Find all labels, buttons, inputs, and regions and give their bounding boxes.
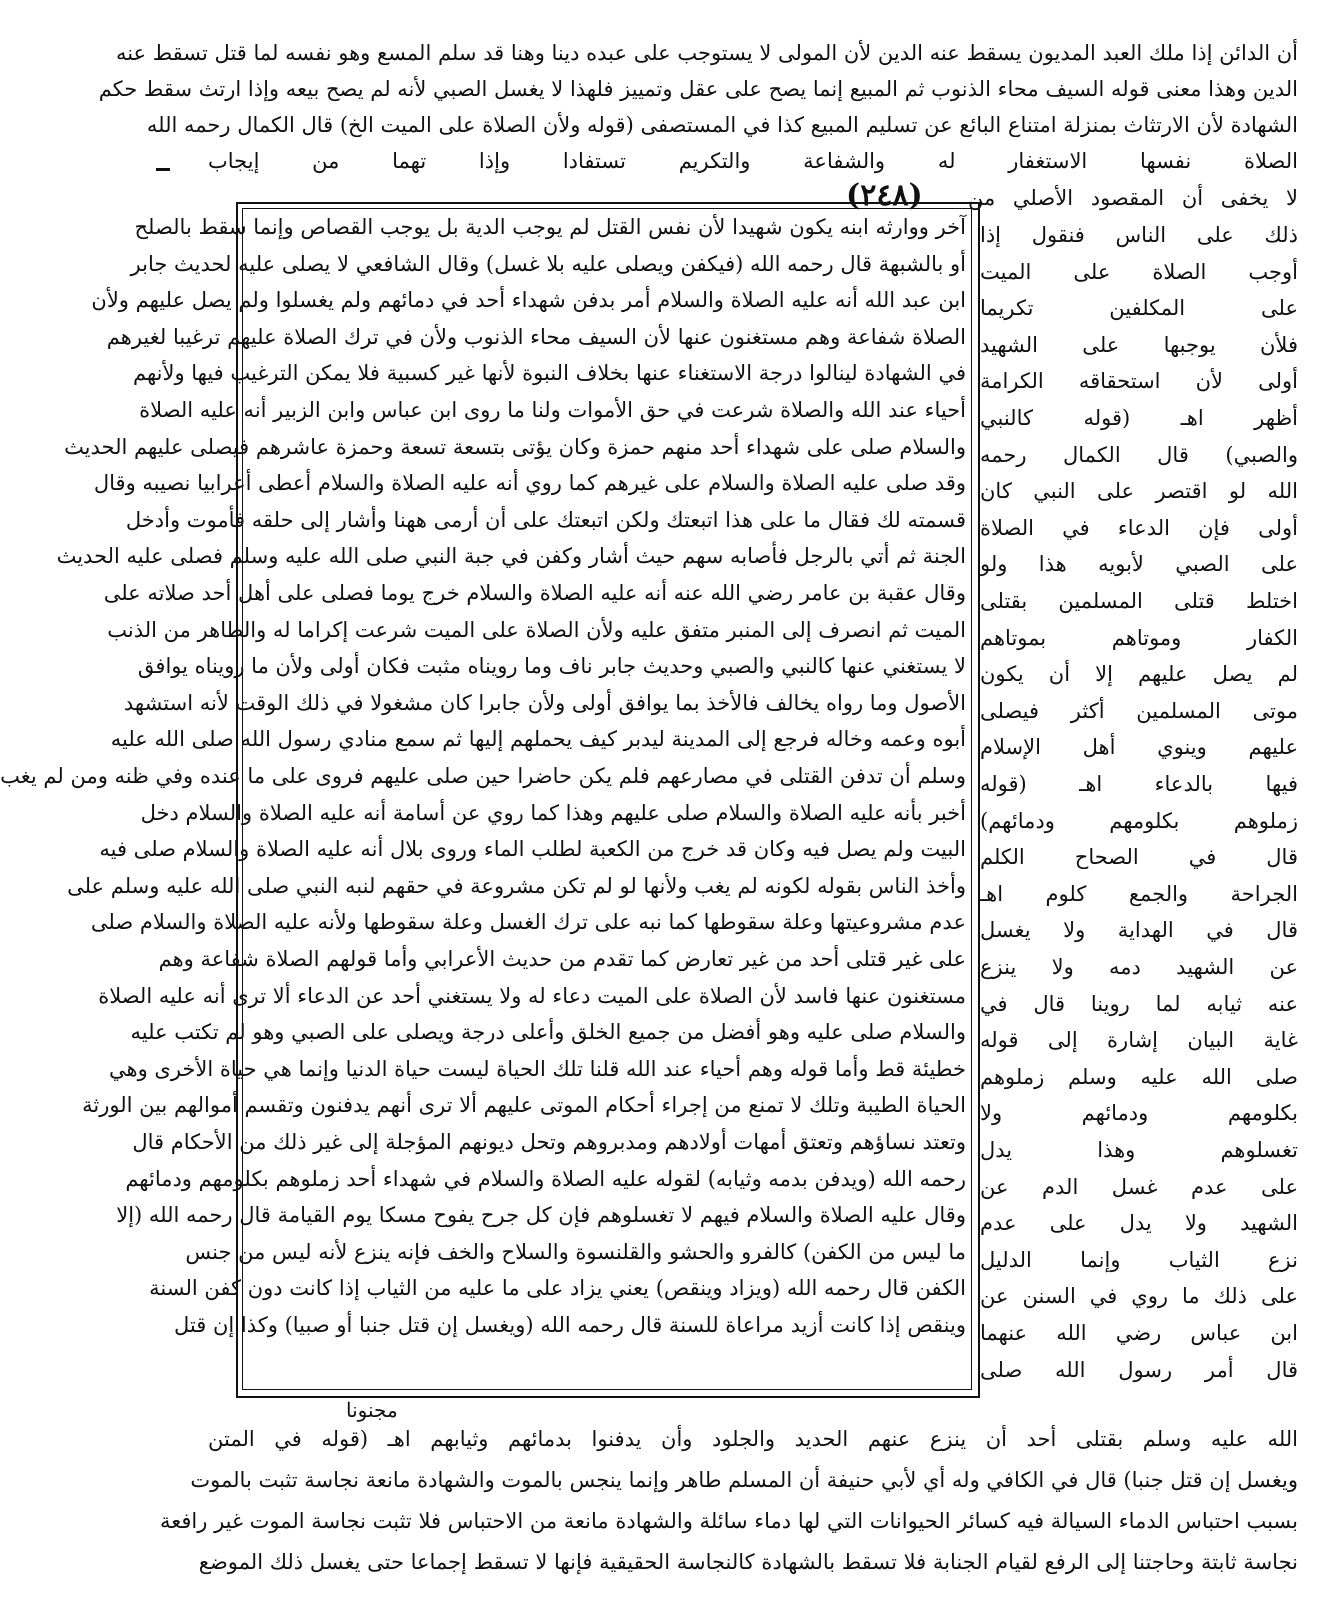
main-text-line: والسلام صلى عليه وهو أفضل من جميع الخلق وأعلى درجة ويصلى على الصبي وهو لم تكتب عليه xyxy=(130,1020,966,1045)
top-commentary-line: الشهادة لأن الارتثاث بمنزلة امتناع البائع عن تسليم المبيع كذا في المستصفى (قوله ولأن الصلاة على الميت الخ) قال الكمال رحمه الله xyxy=(146,113,1298,137)
main-text-line: وأخذ الناس بقوله لكونه لم يغب ولأنها لو لم تكن مشروعة في حقهم لنبه النبي صلى الله عليه وسلم على xyxy=(67,873,966,898)
side-commentary-line: أولى لأن استحقاقه الكرامة xyxy=(980,369,1298,394)
bottom-commentary-line: الله عليه وسلم بقتلى أحد أن ينزع عنهم الحديد والجلود وأن يدفنوا بدمائهم وثيابهم اهـ (قوله في المتن xyxy=(208,1427,1298,1451)
side-commentary-line: والصبي) قال الكمال رحمه xyxy=(980,442,1298,467)
side-commentary-line: على ذلك ما روي في السنن عن xyxy=(980,1284,1298,1309)
main-text-line: آخر ووارثه ابنه يكون شهيدا لأن نفس القتل لم يوجب الدية بل يوجب القصاص وإنما سقط بالصلح xyxy=(134,215,966,239)
main-text-line: عدم مشروعيتها وعلة سقوطها كما نبه على ترك الغسل وعلة سقوطها ولأنه عليه الصلاة والسلام صلى xyxy=(90,910,966,935)
main-text-line: وينقص إذا كانت أزيد مراعاة للسنة قال رحمه الله (ويغسل إن قتل جنبا أو صبيا) وكذا إن قتل xyxy=(174,1313,966,1337)
main-text-line: مستغنون عنها فاسد لأن الصلاة على الميت دعاء له ولا يستغني أحد عن الدعاء ألا ترى أنه عليه الصلاة xyxy=(98,983,966,1008)
side-commentary-line: تغسلوهم وهذا يدل xyxy=(980,1138,1298,1162)
side-commentary-line: موتى المسلمين أكثر فيصلى xyxy=(980,698,1298,723)
side-commentary-line: الكفار وموتاهم بموتاهم xyxy=(980,625,1298,650)
side-commentary-line: عليهم وينوي أهل الإسلام xyxy=(980,735,1298,760)
side-commentary-line: نزع الثياب وإنما الدليل xyxy=(980,1247,1298,1272)
bottom-commentary-line: ويغسل إن قتل جنبا) قال في الكافي وله أي لأبي حنيفة أن المسلم طاهر وإنما ينجس بالموت والشهادة مانعة نجاسة تثبت بالموت xyxy=(190,1468,1298,1492)
side-commentary-line: عنه ثيابه لما روينا قال في xyxy=(980,991,1298,1016)
main-text-line: والسلام صلى على شهداء أحد منهم حمزة وكان يؤتى بتسعة تسعة وحمزة عاشرهم فيصلى عليهم الحديث xyxy=(64,434,966,459)
main-text-line: أبوه وعمه وخاله فرجع إلى المدينة ليدبر كيف يحملهم إليها ثم سمع منادي رسول الله صلى الله عليه xyxy=(110,727,966,752)
side-commentary-line: ابن عباس رضي الله عنهما xyxy=(980,1321,1298,1345)
side-commentary-line: صلى الله عليه وسلم زملوهم xyxy=(980,1064,1298,1089)
side-commentary-line: على الصبي لأبويه هذا ولو xyxy=(980,552,1298,577)
bottom-commentary-line: بسبب احتباس الدماء السيالة فيه كسائر الحيوانات التي لها دماء سائلة والشهادة مانعة من الاحتباس فلا تثبت نجاسة الموت غير رافعة xyxy=(159,1509,1298,1533)
bottom-commentary-line: نجاسة ثابتة وحاجتنا إلى الرفع لقيام الجنابة فلا تسقط بالشهادة كالنجاسة الحقيقية فإنها لا تسقط إجماعا حتى يغسل ذلك الموضع xyxy=(198,1550,1298,1574)
side-commentary-line: عن الشهيد دمه ولا ينزع xyxy=(980,955,1298,979)
side-commentary-line: أوجب الصلاة على الميت xyxy=(980,259,1298,284)
main-text-line: الأصول وما رواه يخالف فالأخذ بما يوافق أولى ولأن جابرا كان مشغولا في ذلك الوقت لأنه استشهد xyxy=(123,690,966,715)
main-text-line: وتعتد نساؤهم وتعتق أمهات أولادهم ومدبروهم وتحل ديونهم المؤجلة إلى غير ذلك من الأحكام قال xyxy=(132,1130,966,1154)
main-text-line: على غير قتلى أحد من غير تعارض كما تقدم من حديث الأعرابي وأما قولهم الصلاة شفاعة وهم xyxy=(158,947,966,971)
main-text-line: لا يستغني عنها كالنبي والصبي وحديث جابر ناف وما رويناه مثبت فكان أولى ولأن ما رويناه يوافق xyxy=(137,654,966,679)
main-text-line: أخبر بأنه عليه الصلاة والسلام صلى عليهم وهذا كما روي عن أسامة أنه عليه الصلاة والسلام دخل xyxy=(140,800,966,825)
side-commentary-line: على المكلفين تكريما xyxy=(980,296,1298,321)
main-text-line: الحياة الطيبة وتلك لا تمنع من إجراء أحكام الموتى عليهم ألا ترى أنهم يدفنون وتقسم أموالهم بين الورثة xyxy=(82,1093,966,1118)
main-text-line: الجنة ثم أتي بالرجل فأصابه سهم حيث أشار وكفن في جبة النبي صلى الله عليه وسلم فصلى عليه الحديث xyxy=(56,544,966,569)
main-text-line: الميت ثم انصرف إلى المنبر متفق عليه ولأن الصلاة على الميت شرعت إكراما له والطاهر من الذنب xyxy=(107,617,966,642)
main-text-line: قسمته لك فقال ما على هذا اتبعتك ولكن اتبعتك على أن أرمى ههنا وأشار إلى حلقه فأموت وأدخل xyxy=(125,507,966,532)
main-text-line: وسلم أن تدفن القتلى في مصارعهم فلم يكن حاضرا حين صلى عليهم فروى على ما عنده وفي ظنه ومن لم يغب xyxy=(0,764,966,788)
main-text-line: أو بالشبهة قال رحمه الله (فيكفن ويصلى عليه بلا غسل) وقال الشافعي لا يصلى عليه لحديث جابر xyxy=(130,251,966,276)
main-text-line: البيت ولم يصل فيه وكان قد خرج من الكعبة لطلب الماء وروى بلال أنه عليه الصلاة والسلام صلى فيه xyxy=(99,837,966,862)
side-commentary-line: قال في الصحاح الكلم xyxy=(980,845,1298,870)
margin-mark xyxy=(156,168,170,171)
main-text-line: الصلاة شفاعة وهم مستغنون عنها لأن السيف محاء الذنوب ولأن في ترك الصلاة عليهم ترغيبا لغيرهم xyxy=(106,324,966,349)
side-commentary-line: لم يصل عليهم إلا أن يكون xyxy=(980,662,1298,687)
side-commentary-line: على عدم غسل الدم عن xyxy=(980,1174,1298,1199)
side-commentary-line: زملوهم بكلومهم ودمائهم) xyxy=(980,808,1298,833)
main-text-line: وقال عقبة بن عامر رضي الله عنه أنه عليه الصلاة والسلام خرج يوما فصلى على أهل أحد صلاته على xyxy=(103,581,966,605)
main-text-line: أحياء عند الله والصلاة شرعت في حق الأموات ولنا ما روى ابن عباس وابن الزبير أنه عليه الصلاة xyxy=(139,398,966,422)
main-text-line: خطيئة قط وأما قوله وهم أحياء عند الله قلنا تلك الحياة ليست حياة الدنيا وإنما هي حياة الأخرى وهي xyxy=(109,1056,966,1081)
side-commentary-line: قال في الهداية ولا يغسل xyxy=(980,918,1298,943)
top-commentary-line: الدين وهذا معنى قوله السيف محاء الذنوب ثم المبيع إنما يصح على عقل وتمييز فلهذا لا يغسل الصبي لأنه لم يصح بيعه وإذا ارتث سقط حكم xyxy=(98,77,1298,101)
main-text-line: الكفن قال رحمه الله (ويزاد وينقص) يعني يزاد على ما عليه من الثياب إذا كانت دون كفن السنة xyxy=(149,1276,966,1301)
side-commentary-line: ذلك على الناس فنقول إذا xyxy=(980,223,1298,247)
side-commentary-line: اختلط قتلى المسلمين بقتلى xyxy=(980,589,1298,613)
main-text-line: ما ليس من الكفن) كالفرو والحشو والقلنسوة والسلاح والخف فإنه ينزع لأنه ليس من جنس xyxy=(185,1239,966,1264)
top-commentary-line: الصلاة نفسها الاستغفار له والشفاعة والتكريم تستفادا وإذا تهما من إيجاب xyxy=(208,149,1298,173)
main-text-line: وقال عليه الصلاة والسلام فيهم لا تغسلوهم فإن كل جرح يفوح مسكا يوم القيامة قال رحمه الله (إلا xyxy=(116,1203,966,1228)
main-text-line: وقد صلى عليه الصلاة والسلام على غيرهم كما روي أنه عليه الصلاة والسلام أعطى أعرابيا نصيبه وقال xyxy=(93,471,966,496)
side-commentary-line: غاية البيان إشارة إلى قوله xyxy=(980,1028,1298,1053)
side-commentary-line: فلأن يوجبها على الشهيد xyxy=(980,332,1298,357)
side-commentary-line: أولى فإن الدعاء في الصلاة xyxy=(980,515,1298,540)
main-text-line: في الشهادة لينالوا درجة الاستغناء عنها بخلاف النبوة لأنها غير كسبية فلا يمكن الترغيب فيها ولأنهم xyxy=(132,361,966,386)
bottom-note: مجنونا xyxy=(346,1398,398,1422)
side-commentary-line: فيها بالدعاء اهـ (قوله xyxy=(980,772,1298,796)
side-commentary-line: قال أمر رسول الله صلى xyxy=(980,1357,1298,1382)
page-number: (٢٤٨) xyxy=(846,178,923,213)
side-first-line: لا يخفى أن المقصود الأصلي من xyxy=(968,186,1298,210)
main-text-line: ابن عبد الله أنه عليه الصلاة والسلام أمر بدفن شهداء أحد في دمائهم ولم يغسلوا ولم يصل عليهم ولأن xyxy=(91,288,966,313)
side-commentary-line: الجراحة والجمع كلوم اهـ xyxy=(980,881,1298,906)
side-commentary-line: بكلومهم ودمائهم ولا xyxy=(980,1101,1298,1126)
side-commentary-line: أظهر اهـ (قوله كالنبي xyxy=(980,406,1298,430)
top-commentary-line: أن الدائن إذا ملك العبد المديون يسقط عنه الدين لأن المولى لا يستوجب على عبده دينا وهنا قد سلم المسع وهو نفسه لما قتل تسقط عنه xyxy=(115,41,1298,65)
side-commentary-line: الله لو اقتصر على النبي كان xyxy=(980,479,1298,504)
side-commentary-line: الشهيد ولا يدل على عدم xyxy=(980,1211,1298,1236)
main-text-line: رحمه الله (ويدفن بدمه وثيابه) لقوله عليه الصلاة والسلام في شهداء أحد زملوهم بكلومهم ودمائهم xyxy=(125,1166,966,1191)
